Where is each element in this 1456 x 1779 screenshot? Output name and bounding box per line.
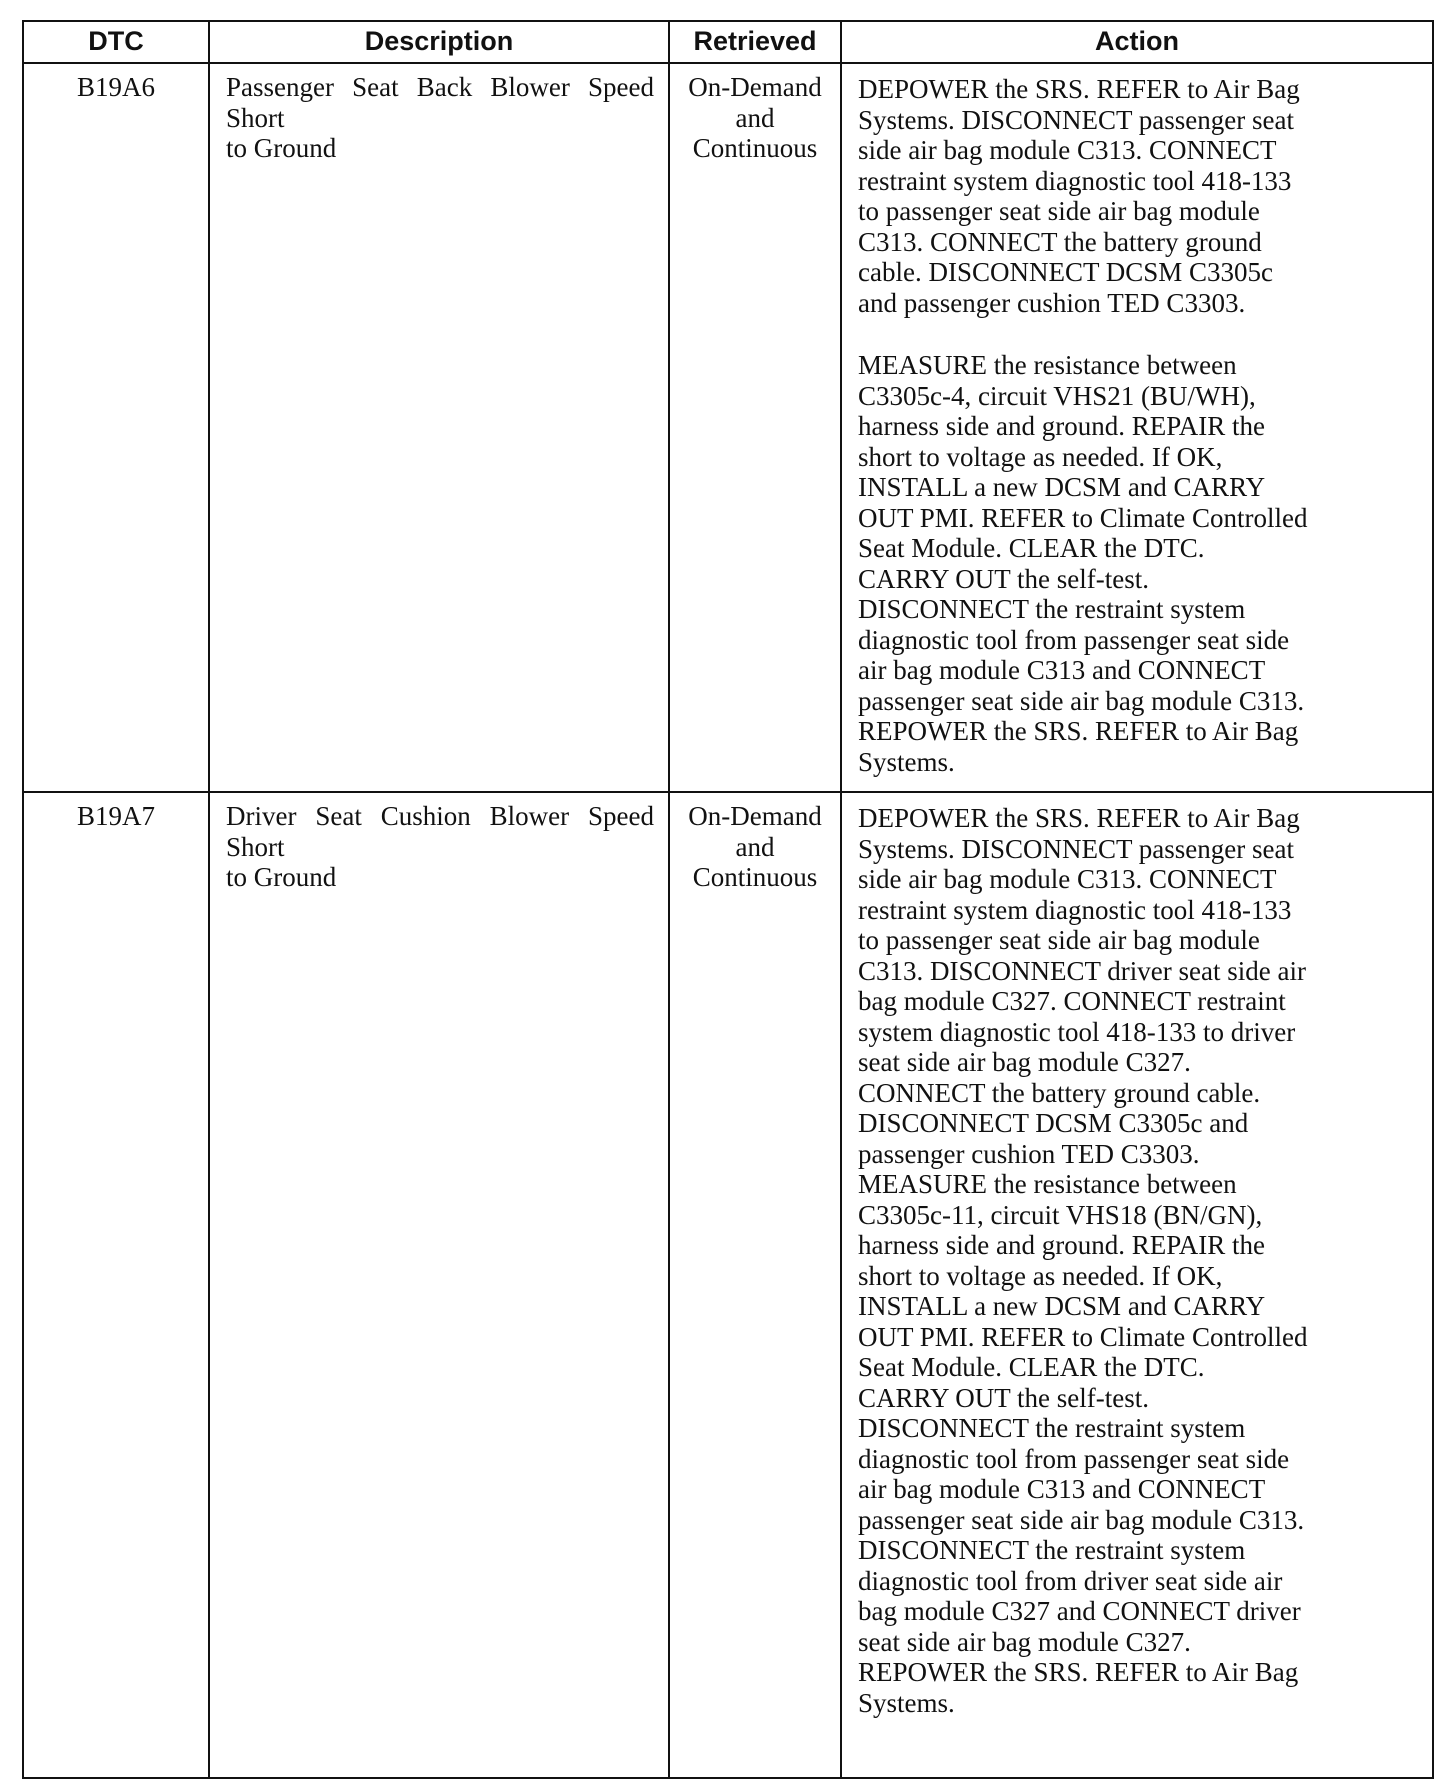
action-paragraph: DEPOWER the SRS. REFER to Air Bag Systems. DISCONNECT passenger seat side air bag module C313. CONNECT restraint system diagnostic tool 418-133 to passenger seat side air bag module C313. CONNECT the battery ground cable. DISCONNECT DCSM C3305c and passenger cushion TED C3303. xyxy=(858,74,1300,318)
dtc-action xyxy=(841,792,1433,1778)
header-retrieved: Retrieved xyxy=(669,21,841,63)
header-dtc: DTC xyxy=(23,21,209,63)
table-header-row xyxy=(23,21,1433,63)
dtc-description xyxy=(209,792,669,1778)
dtc-code-text: B19A6 xyxy=(76,72,155,102)
dtc-code-text: B19A7 xyxy=(76,801,155,831)
action-paragraph: MEASURE the resistance between C3305c-4, circuit VHS21 (BU/WH), harness side and ground. REPAIR the short to voltage as needed. If OK, INSTALL a new DCSM and CARRY OUT PMI. REFER to Climate Controlled Seat Module. CLEAR the DTC. CARRY OUT the self-test. DISCONNECT the restraint system diagnostic tool from passenger seat side air bag module C313 and CONNECT passenger seat side air bag module C313. REPOWER the SRS. REFER to Air Bag Systems. xyxy=(858,350,1308,777)
dtc-table xyxy=(22,20,1434,1779)
dtc-description xyxy=(209,63,669,792)
dtc-code xyxy=(23,792,209,1778)
dtc-retrieved-text: On-Demand and Continuous xyxy=(688,801,822,892)
dtc-code xyxy=(23,63,209,792)
dtc-action xyxy=(841,63,1433,792)
dtc-retrieved xyxy=(669,792,841,1778)
dtc-description-text: Driver Seat Cushion Blower Speed Short to Ground xyxy=(226,801,654,892)
dtc-retrieved xyxy=(669,63,841,792)
table-row xyxy=(23,792,1433,1778)
dtc-retrieved-text: On-Demand and Continuous xyxy=(688,72,822,163)
header-action: Action xyxy=(841,21,1433,63)
table-row xyxy=(23,63,1433,792)
dtc-description-text: Passenger Seat Back Blower Speed Short to Ground xyxy=(226,72,654,163)
header-description: Description xyxy=(209,21,669,63)
action-paragraph: DEPOWER the SRS. REFER to Air Bag Systems. DISCONNECT passenger seat side air bag module C313. CONNECT restraint system diagnostic tool 418-133 to passenger seat side air bag module C313. DISCONNECT driver seat side air bag module C327. CONNECT restraint system diagnostic tool 418-133 to driver seat side air bag module C327. CONNECT the battery ground cable. DISCONNECT DCSM C3305c and passenger cushion TED C3303. MEASURE the resistance between C3305c-11, circuit VHS18 (BN/GN), harness side and ground. REPAIR the short to voltage as needed. If OK, INSTALL a new DCSM and CARRY OUT PMI. REFER to Climate Controlled Seat Module. CLEAR the DTC. CARRY OUT the self-test. DISCONNECT the restraint system diagnostic tool from passenger seat side air bag module C313 and CONNECT passenger seat side air bag module C313. DISCONNECT the restraint system diagnostic tool from driver seat side air bag module C327 and CONNECT driver seat side air bag module C327. REPOWER the SRS. REFER to Air Bag Systems. xyxy=(858,803,1308,1718)
